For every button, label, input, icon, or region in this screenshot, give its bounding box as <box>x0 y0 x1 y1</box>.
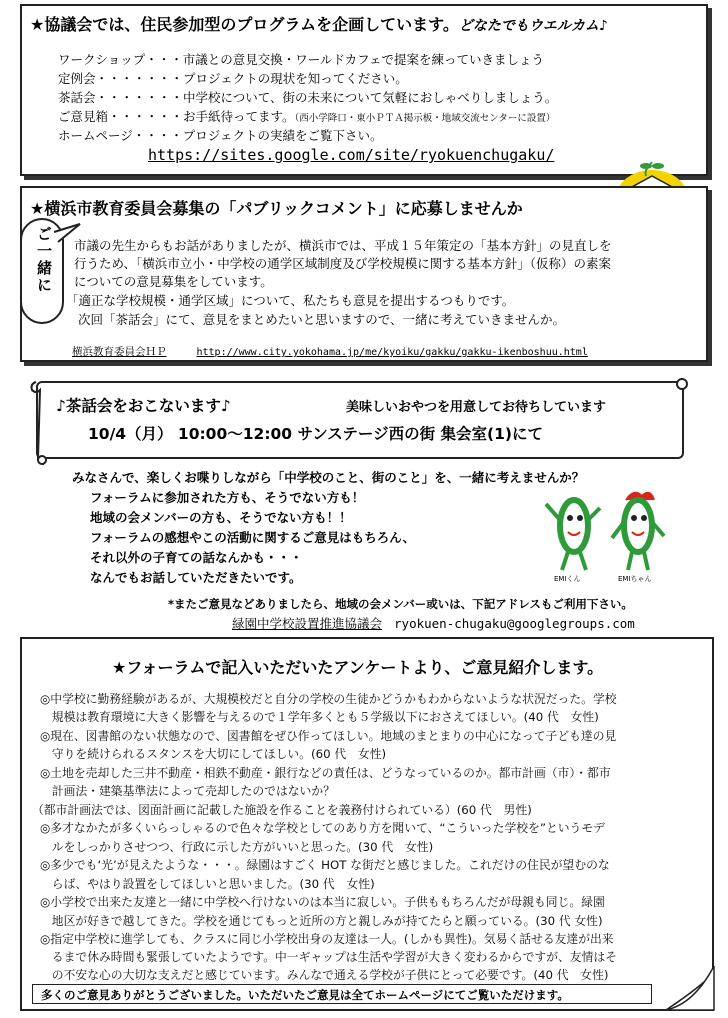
program-item <box>58 126 383 144</box>
contact-note: *またご意見などありましたら、地域の会メンバー或いは、下記アドレスもご利用下さい。 <box>168 597 633 611</box>
opinion-line: ◎多才なかたが多くいらっしゃるので色々な学校としてのあり方を聞いて、“こういった学校を”というモデ <box>40 821 605 835</box>
tea-party-subtitle: 美味しいおやつを用意してお待ちしています <box>346 400 607 415</box>
public-comment-title: ★横浜市教育委員会募集の「パブリックコメント」に応募しませんか <box>30 199 523 218</box>
bubble-text: ご一緒に <box>35 226 53 294</box>
mascot-emi-chan-icon <box>604 486 670 586</box>
public-comment-line: 「適正な学校規模・通学区域」について、私たちも意見を提出するつもりです。 <box>66 293 515 308</box>
tea-party-datetime: 10/4（月） 10:00〜12:00 サンステージ西の街 集会室(1)にて <box>88 425 543 443</box>
invite-line: 地域の会メンバーの方も、そうでない方も！！ <box>90 510 352 525</box>
opinion-line: ◎多少でも‘光’が見えたような・・・。緑園はすごく HOT な街だと感じました。これだけの住民が望むのな <box>40 858 610 872</box>
invite-line: フォーラムの感想やこの活動に関するご意見はもちろん、 <box>90 530 416 545</box>
opinion-line: ルをしっかりさせつつ、行政に示した方がいいと思った。(30 代 女性) <box>40 840 434 854</box>
invite-line: なんでもお話していただきたいです。 <box>90 570 302 585</box>
public-comment-line: についての意見募集をしています。 <box>74 274 273 289</box>
welcome-text: どなたでもウエルカム♪ <box>458 18 608 34</box>
program-item <box>58 50 544 68</box>
program-item-text: ホームページ・・・・プロジェクトの実績をご覧下さい。 <box>58 128 383 143</box>
opinion-line: ◎中学校に勤務経験があるが、大規模校だと自分の学校の生徒かどうかもわからないような状況だった。学校 <box>40 692 617 706</box>
opinion-line: 計画法・建築基準法によって売却したのではないか？ <box>40 784 335 798</box>
invite-line: それ以外の子育ての話なんかも・・・ <box>90 550 303 565</box>
program-item <box>58 69 408 87</box>
page-curl-icon <box>664 964 716 1014</box>
board-homepage-link[interactable]: http://www.city.yokohama.jp/me/kyoiku/gakku/gakku-ikenboshuu.html <box>196 347 588 358</box>
opinion-line: らば、やはり設置をしてほしいと思いました。(30 代 女性) <box>40 877 375 891</box>
program-item-text: 定例会・・・・・・・プロジェクトの現状を知ってください。 <box>58 71 408 86</box>
thanks-box: 多くのご意見ありがとうございました。いただいたご意見は全てホームページにてご覧いただけます。 <box>32 984 652 1004</box>
contact-email-link[interactable]: ryokuen-chugaku@googlegroups.com <box>394 616 635 631</box>
opinion-line: の不安な心の大切な支えだと感じています。みんなで通える学校が子供にとって必要です。(40 代 女性) <box>40 968 609 982</box>
mascot-emi-chan-label: EMIちゃん <box>618 575 652 583</box>
program-item-text: ワークショップ・・・市議との意見交換・ワールドカフェで提案を練っていきましょう <box>58 52 545 67</box>
invite-line: フォーラムに参加された方も、そうでない方も！ <box>90 490 365 505</box>
program-item-note: （西小学降口・東小ＰＴＡ掲示板・地域交流センターに設置） <box>294 113 556 124</box>
opinion-line: 守りを続けられるスタンスを大切にしてほしい。(60 代 女性) <box>40 747 387 761</box>
program-item-text: ご意見箱・・・・・・お手紙待ってます。 <box>58 109 295 124</box>
invite-line: みなさんで、楽しくお喋りしながら「中学校のこと、街のこと」を、一緒に考えませんか？ <box>72 470 585 485</box>
board-homepage-label: 横浜教育委員会ＨＰ <box>72 346 167 358</box>
contact-line <box>232 614 635 632</box>
opinion-line: 規模は教育環境に大きく影響を与えるので１学年多くとも５学級以下におさえてほしい。(40 代 女性) <box>40 710 599 724</box>
board-homepage-line <box>72 344 588 359</box>
public-comment-line: 市議の先生からもお話がありましたが、横浜市では、平成１５年策定の「基本方針」の見直しを <box>74 238 612 253</box>
opinion-line: ◎指定中学校に進学しても、クラスに同じ小学校出身の友達は一人。(しかも異性)。気易く話せる友達が出来 <box>40 932 614 946</box>
opinion-line: ◎小学校で出来た友達と一緒に中学校へ行けないのは本当に寂しい。子供ももちろんだが母親も同じ。緑園 <box>40 895 605 909</box>
mascot-emi-kun-label: EMIくん <box>554 575 581 583</box>
program-item-text: 茶話会・・・・・・・中学校について、街の未来について気軽におしゃべりしましょう。 <box>58 90 558 105</box>
opinion-line: （都市計画法では、図面計画に記載した施設を作ることを義務付けられている）(60 代 男性) <box>32 803 532 817</box>
opinion-line: ◎現在、図書館のない状態なので、図書館をぜひ作ってほしい。地域のまとまりの中心になって子ども達の見 <box>40 729 617 743</box>
public-comment-line: 次回「茶話会」にて、意見をまとめたいと思いますので、一緒に考えていきませんか。 <box>78 312 566 327</box>
mascot-emi-kun-icon <box>540 490 606 586</box>
program-item <box>58 88 557 106</box>
opinion-line: るまで休み時間も緊張していたようです。中一ギャップは生活や学習が大きく変わるからですが、友情はそ <box>40 950 617 964</box>
program-item <box>58 107 555 125</box>
program-title-text: ★協議会では、住民参加型のプログラムを企画しています。 <box>30 15 459 34</box>
opinion-line: ◎土地を売却した三井不動産・相鉄不動産・銀行などの責任は、どうなっているのか。都市計画（市）・都市 <box>40 766 611 780</box>
forum-title: ★フォーラムで記入いただいたアンケートより、ご意見紹介します。 <box>112 658 604 677</box>
tea-party-title: ♪茶話会をおこないます♪ <box>56 397 231 415</box>
homepage-link[interactable]: https://sites.google.com/site/ryokuenchugaku/ <box>148 146 555 164</box>
organization-name: 緑園中学校設置推進協議会 <box>232 616 383 631</box>
program-title <box>30 12 608 35</box>
opinion-line: 地区が好きで越してきた。学校を通じてもっと近所の方と親しみが持てたらと願っている。(30 代 女性) <box>40 914 603 928</box>
public-comment-line: 行うため、「横浜市立小・中学校の通学区域制度及び学校規模に関する基本方針」（仮称）の素案 <box>74 256 612 271</box>
